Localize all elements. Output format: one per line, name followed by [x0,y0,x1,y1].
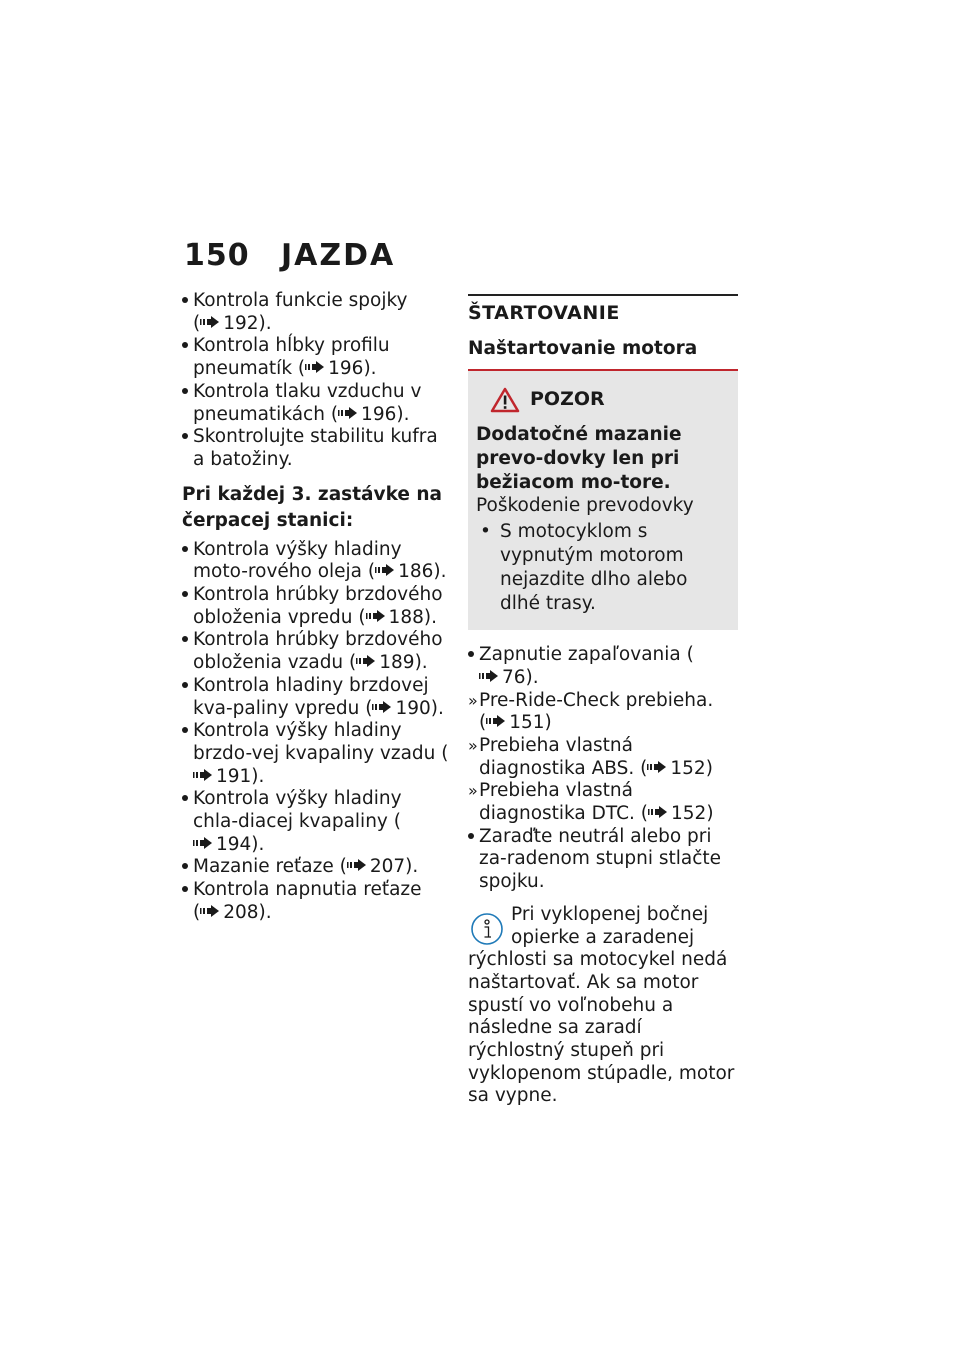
note-line: Pri vyklopenej bočnej [511,903,709,925]
list-item: » Prebieha vlastná diagnostika DTC. ( 152) [468,780,714,825]
arrow-right-icon [193,837,212,849]
list-item: Mazanie reťaze ( 207). [182,856,452,879]
result-chevron-icon: » [468,690,478,710]
subsection-title: Naštartovanie motora [468,337,698,359]
bullet-icon [182,381,193,404]
bullet-icon [182,720,193,743]
section-title: ŠTARTOVANIE [468,302,620,324]
list-item: » Prebieha vlastná diagnostika ABS. ( 152) [468,734,713,779]
note-line: opierke a zaradenej [511,926,695,948]
bullet-icon [182,629,193,652]
page-reference[interactable]: 191). [193,766,264,787]
right-column [468,290,738,1108]
page-reference[interactable]: 196). [338,404,409,425]
note-text: rýchlosti sa motocykel nedá naštartovať. Ak sa motor spustí vo voľnobehu a následne sa zaradí rýchlostný stupeň pri vyklopenom stúpadle, motor sa vypne. [468,949,735,1107]
page-reference[interactable]: 207). [347,856,418,877]
list-item: Kontrola napnutia reťaze ( 208). [182,879,452,924]
bullet-icon [182,788,193,811]
page-reference[interactable]: 188). [366,607,437,628]
arrow-right-icon [200,905,219,917]
info-icon [470,912,504,946]
list-item: Zapnutie zapaľovania (76). [468,644,738,689]
bullet-icon [182,675,193,698]
bullet-icon [182,856,193,879]
list-item: Kontrola hrúbky brzdového obloženia vpredu ( 188). [182,584,452,629]
bullet-icon: • [480,521,491,543]
page-reference[interactable]: 152) [647,758,713,779]
bullet-icon [182,584,193,607]
arrow-right-icon [305,361,324,373]
list-item: Kontrola výšky hladiny brzdo-vej kvapaliny vzadu (191). [182,720,452,788]
arrow-right-icon [479,670,498,682]
list-item: Kontrola výšky hladiny moto-rového oleja ( 186). [182,539,452,584]
arrow-right-icon [347,859,366,871]
bullet-icon [182,539,193,562]
page-reference[interactable]: 189). [356,652,427,673]
arrow-right-icon [356,655,375,667]
page-reference[interactable]: 194). [193,834,264,855]
arrow-right-icon [648,806,667,818]
bullet-icon [468,826,479,849]
arrow-right-icon [647,761,666,773]
info-note [468,904,738,1108]
list-item: Kontrola hĺbky profilu pneumatík ( 196). [182,335,452,380]
warning-text: Poškodenie prevodovky [476,495,694,517]
arrow-right-icon [200,316,219,328]
list-item: Zaraďte neutrál alebo pri za-radenom stupni stlačte spojku. [468,826,738,894]
result-chevron-icon: » [468,735,478,755]
bullet-icon [182,335,193,358]
warning-box [468,371,738,630]
warning-triangle-icon [490,387,520,413]
list-item: Kontrola výšky hladiny chla-diacej kvapaliny (194). [182,788,452,856]
bullet-icon [182,426,193,449]
arrow-right-icon [372,701,391,713]
arrow-right-icon [366,610,385,622]
page-reference[interactable]: 151) [486,712,552,733]
page-reference[interactable]: 208). [200,902,271,923]
page-reference[interactable]: 76). [479,667,539,688]
subheading: Pri každej 3. zastávke na čerpacej stanici: [182,483,443,531]
page-reference[interactable]: 190). [372,698,443,719]
result-chevron-icon: » [468,781,478,801]
page-reference[interactable]: 186). [375,561,446,582]
list-item: Kontrola hladiny brzdovej kva-paliny vpredu ( 190). [182,675,452,720]
bullet-icon [468,644,479,667]
steps [468,644,738,894]
list-item: Kontrola funkcie spojky ( 192). [182,290,452,335]
arrow-right-icon [486,715,505,727]
arrow-right-icon [193,769,212,781]
warning-headline: Dodatočné mazanie prevo-dovky len pri bežiacom mo-tore. [476,424,682,494]
page-reference[interactable]: 152) [648,803,714,824]
list-item: Skontrolujte stabilitu kufra a batožiny. [182,426,452,471]
list-item: Kontrola hrúbky brzdového obloženia vzadu ( 189). [182,629,452,674]
chapter-title: JAZDA [281,238,396,273]
page-reference[interactable]: 196). [305,358,376,379]
bullet-icon [182,290,193,313]
page-number: 150 [184,238,250,273]
section-rule [468,294,738,296]
left-column [182,290,452,925]
page-reference[interactable]: 192). [200,313,271,334]
list-item: Kontrola tlaku vzduchu v pneumatikách ( 196). [182,381,452,426]
bullet-icon [182,879,193,902]
arrow-right-icon [375,564,394,576]
warning-title: POZOR [530,388,605,411]
list-item: • S motocyklom s vypnutým motorom nejazdite dlho alebo dlhé trasy. [480,521,688,615]
list-item: » Pre-Ride-Check prebieha. ( 151) [468,689,714,734]
arrow-right-icon [338,407,357,419]
